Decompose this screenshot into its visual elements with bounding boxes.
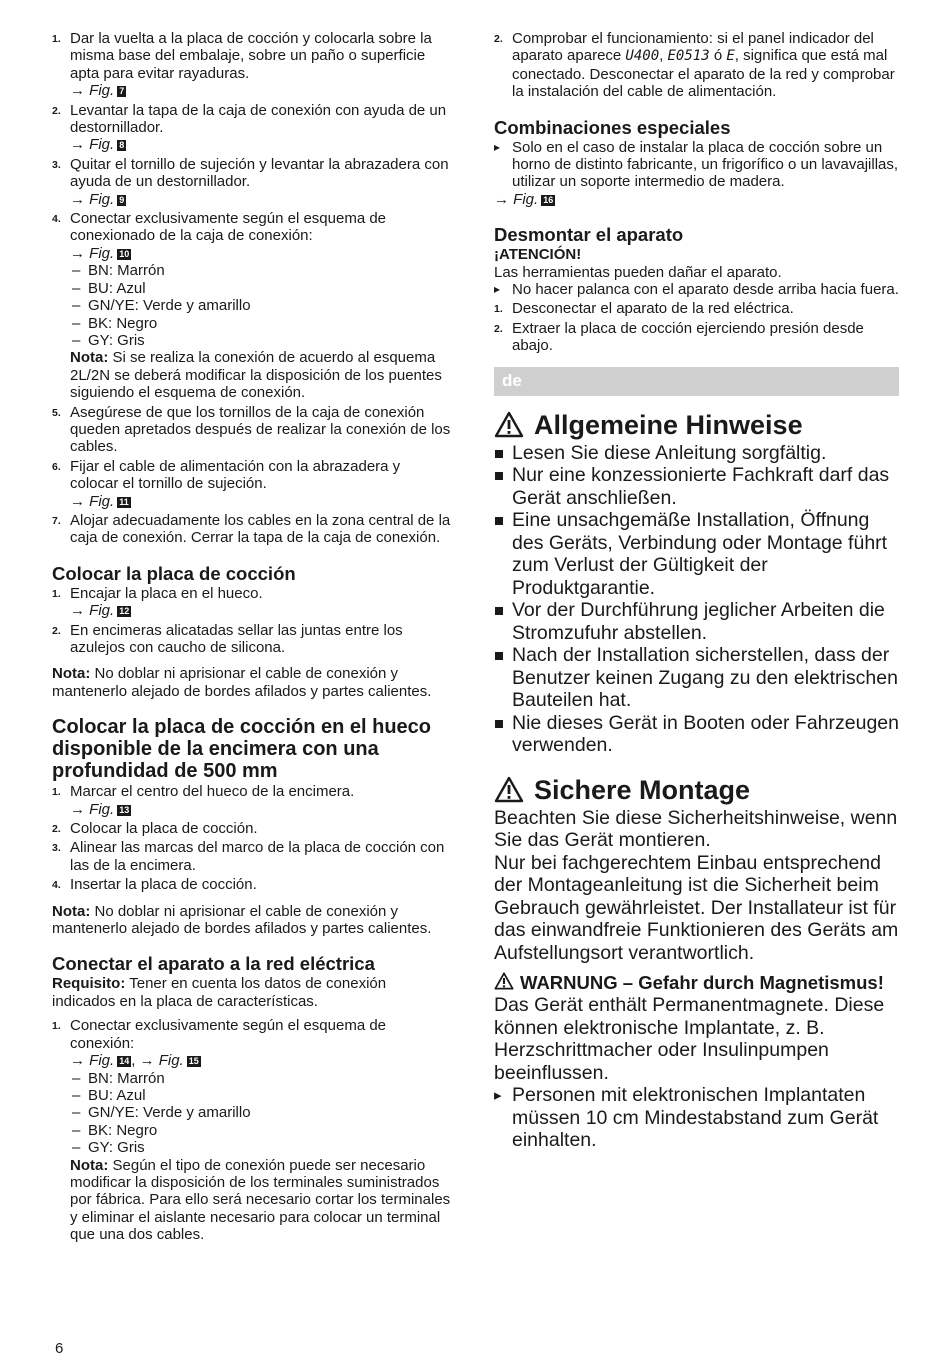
section-heading: Allgemeine Hinweise bbox=[494, 410, 899, 440]
step-text: Asegúrese de que los tornillos de la caja de conexión queden apretados después de realizar la conexión de los cables. bbox=[70, 403, 451, 456]
step-text: Alojar adecuadamente los cables en la zona central de la caja de conexión. Cerrar la tapa de la caja de conexión. bbox=[70, 511, 451, 547]
list-item: Lesen Sie diese Anleitung sorgfältig. bbox=[494, 442, 899, 465]
language-code: de bbox=[502, 371, 522, 391]
figure-ref: → Fig. 14 , → Fig. 15 bbox=[70, 1052, 199, 1070]
wire-item: – BN: Marrón bbox=[70, 1070, 452, 1087]
list-item bbox=[52, 102, 452, 154]
list-item bbox=[52, 512, 452, 547]
hint-list bbox=[494, 442, 899, 757]
list-item: 1. Desconectar el aparato de la red eléctrica. bbox=[494, 300, 794, 318]
step-number: 7. bbox=[52, 514, 61, 527]
wire-item: – GN/YE: Verde y amarillo bbox=[70, 297, 452, 314]
figure-ref: → Fig. 8 bbox=[70, 136, 125, 154]
list-item: ▸ No hacer palanca con el aparato desde arriba hacia fuera. bbox=[494, 281, 899, 298]
note: Nota: No doblar ni aprisionar el cable de conexión y mantenerlo alejado de bordes afilados y partes calientes. bbox=[52, 665, 432, 700]
figure-ref: → Fig. 7 bbox=[70, 82, 125, 100]
wire-list bbox=[70, 1070, 452, 1157]
requirement: Requisito: Tener en cuenta los datos de conexión indicados en la placa de características. bbox=[52, 975, 387, 1010]
figure-ref: → Fig. 13 bbox=[70, 800, 130, 818]
step-number: 4. bbox=[52, 213, 61, 226]
instruction-list bbox=[494, 139, 899, 191]
wire-item: – BU: Azul bbox=[70, 280, 452, 297]
language-bar bbox=[494, 367, 899, 396]
step-number: 6. bbox=[52, 460, 61, 473]
section-heading: Desmontar el aparato bbox=[494, 224, 684, 246]
warning-heading: WARNUNG – Gefahr durch Magnetismus! bbox=[494, 972, 899, 994]
section-steps bbox=[52, 1017, 452, 1243]
step-text: Dar la vuelta a la placa de cocción y colocarla sobre la misma base del embalaje, sobre un paño o superficie apta para evitar rayaduras. bbox=[70, 30, 432, 82]
warning-icon bbox=[494, 776, 524, 803]
note: Nota: Según el tipo de conexión puede ser necesario modificar la disposición de los terminales suministrados por fábrica. Para ello será necesario cortar los terminales y eliminar el aislante necesario para colocar un terminal que una dos cables. bbox=[70, 1156, 451, 1244]
list-item: 4. Insertar la placa de cocción. bbox=[52, 876, 257, 894]
page-number: 6 bbox=[55, 1340, 64, 1357]
note: Nota: No doblar ni aprisionar el cable de conexión y mantenerlo alejado de bordes afilados y partes calientes. bbox=[52, 902, 432, 938]
step-text: Quitar el tornillo de sujeción y levantar la abrazadera con ayuda de un destornillador. bbox=[70, 155, 449, 191]
list-item bbox=[52, 30, 452, 100]
step-number: 2. bbox=[52, 104, 61, 117]
figure-ref: → Fig. 9 bbox=[70, 190, 125, 208]
list-item: Vor der Durchführung jeglicher Arbeiten die Stromzufuhr abstellen. bbox=[494, 599, 899, 644]
list-item bbox=[52, 458, 452, 510]
wire-item: – GY: Gris bbox=[70, 1139, 452, 1156]
list-item: ▸ Personen mit elektronischen Implantaten müssen 10 cm Mindestabstand zum Gerät einhalten. bbox=[494, 1084, 899, 1152]
list-item: ▸ Solo en el caso de instalar la placa de cocción sobre un horno de distinto fabricante, un frigorífico o un lavavajillas, utilizar un soporte intermedio de madera. bbox=[494, 139, 899, 191]
step-text: Conectar exclusivamente según el esquema de conexionado de la caja de conexión: bbox=[70, 210, 387, 245]
wire-item: – BK: Negro bbox=[70, 315, 452, 332]
section-steps bbox=[52, 783, 452, 893]
paragraph: Beachten Sie diese Sicherheitshinweise, wenn Sie das Gerät montieren. bbox=[494, 806, 898, 852]
step-text: Fijar el cable de alimentación con la abrazadera y colocar el tornillo de sujeción. bbox=[70, 457, 401, 493]
section-steps bbox=[52, 585, 452, 657]
list-item: Eine unsachgemäße Installation, Öffnung des Geräts, Verbindung oder Montage führt zum Verlust der Gültigkeit der Produktgarantie. bbox=[494, 509, 899, 599]
warning-text: Las herramientas pueden dañar el aparato. bbox=[494, 263, 782, 281]
warning-icon bbox=[494, 411, 524, 438]
wire-item: – BU: Azul bbox=[70, 1087, 452, 1104]
list-item bbox=[52, 156, 452, 208]
paragraph: Das Gerät enthält Permanentmagnete. Diese können elektronische Implantate, z. B. Herzschrittmacher oder Insulinpumpen beeinflussen. bbox=[494, 994, 885, 1084]
step-number: 5. bbox=[52, 406, 61, 419]
list-item: Nach der Installation sicherstellen, dass der Benutzer keinen Zugang zu den elektrischen Bauteilen hat. bbox=[494, 644, 899, 712]
wire-item: – BK: Negro bbox=[70, 1122, 452, 1139]
wire-item: – BN: Marrón bbox=[70, 262, 452, 279]
list-item: Nur eine konzessionierte Fachkraft darf das Gerät anschließen. bbox=[494, 464, 899, 509]
display-code: U400 bbox=[625, 48, 660, 65]
warning-icon bbox=[494, 972, 514, 990]
list-item: Nie dieses Gerät in Booten oder Fahrzeugen verwenden. bbox=[494, 712, 899, 757]
list-item: 2. Comprobar el funcionamiento: si el panel indicador del aparato aparece U400, E0513 ó E, significa que está mal conectado. Desconectar el aparato de la red y comprobar la instalación del cable de alimentación. bbox=[494, 30, 895, 101]
wire-item: – GY: Gris bbox=[70, 332, 452, 349]
step-number: 1. bbox=[52, 33, 61, 45]
section-heading: Conectar el aparato a la red eléctrica bbox=[52, 953, 375, 975]
instruction-list bbox=[494, 1084, 899, 1152]
list-item: 2. Colocar la placa de cocción. bbox=[52, 820, 258, 838]
paragraph: Nur bei fachgerechtem Einbau entsprechend der Montageanleitung ist die Sicherheit beim Gebrauch gewährleistet. Der Installateur ist für das einwandfreie Funktionieren des Geräts am Aufstellungsort verantwortlich. bbox=[494, 851, 899, 964]
list-item: 1. Conectar exclusivamente según el esquema de conexión: → Fig. 14 , → Fig. 15 – BN: Marrón – BU: Azul – GN/YE: Verde y amarillo – BK: Negro – GY: Gris Nota: Según el tipo de conexión puede ser necesario modificar la disposición de los terminales suministrados por fábrica. Para ello será necesario cortar los terminales y eliminar el aislante necesario para colocar un terminal que una dos cables. bbox=[52, 1017, 452, 1243]
wire-item: – GN/YE: Verde y amarillo bbox=[70, 1104, 452, 1121]
list-item bbox=[52, 404, 452, 456]
warning-label: ¡ATENCIÓN! bbox=[494, 246, 582, 264]
figure-ref: → Fig. 10 bbox=[70, 244, 130, 262]
left-column bbox=[52, 30, 452, 1246]
wire-list bbox=[70, 262, 452, 349]
section-heading: Sichere Montage bbox=[494, 775, 899, 805]
list-item: 1. Encajar la placa en el hueco. → Fig. 12 bbox=[52, 585, 452, 620]
section-heading: Colocar la placa de cocción en el hueco disponible de la encimera con una profundidad de 500 mm bbox=[52, 716, 432, 783]
list-item: 3. Alinear las marcas del marco de la placa de cocción con las de la encimera. bbox=[52, 839, 445, 874]
figure-ref: → Fig. 16 bbox=[494, 190, 554, 208]
list-item: 2. En encimeras alicatadas sellar las juntas entre los azulejos con caucho de silicona. bbox=[52, 621, 403, 656]
step-number: 3. bbox=[52, 158, 61, 171]
figure-ref: → Fig. 12 bbox=[70, 602, 130, 620]
step-text: Levantar la tapa de la caja de conexión con ayuda de un destornillador. bbox=[70, 101, 447, 137]
install-steps bbox=[52, 30, 452, 547]
note: Nota: Si se realiza la conexión de acuerdo al esquema 2L/2N se deberá modificar la disposición de los puentes siguiendo el esquema de conexión. bbox=[70, 349, 442, 402]
list-item: 2. Extraer la placa de cocción ejerciendo presión desde abajo. bbox=[494, 319, 864, 355]
figure-ref: → Fig. 11 bbox=[70, 492, 129, 510]
list-item: 1. Marcar el centro del hueco de la encimera. → Fig. 13 bbox=[52, 783, 452, 818]
right-column bbox=[494, 30, 899, 1152]
display-code: E0513 bbox=[667, 48, 710, 65]
list-item bbox=[52, 210, 452, 401]
section-heading: Colocar la placa de cocción bbox=[52, 562, 296, 584]
instruction-list bbox=[494, 281, 899, 298]
section-heading: Combinaciones especiales bbox=[494, 116, 731, 138]
section-steps bbox=[494, 300, 899, 354]
section-steps bbox=[494, 30, 899, 101]
display-code: E bbox=[726, 48, 735, 65]
